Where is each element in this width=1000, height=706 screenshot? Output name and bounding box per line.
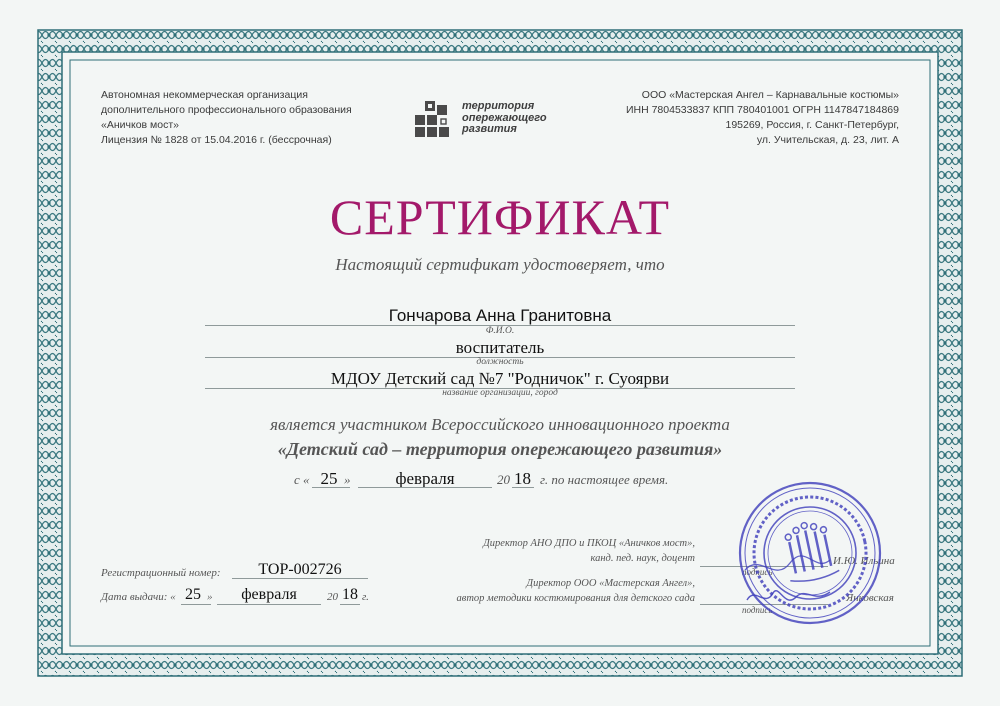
partner-line-2: ИНН 7804533837 КПП 780401001 ОГРН 1147847184869 [625,104,899,116]
director1-signature-caption: подпись [742,567,773,577]
issue-year-suffix: 18 [342,586,358,603]
director2-name: Янковская [846,592,894,604]
issue-year-prefix: 20 [327,591,338,603]
since-close-quote: » [344,472,351,487]
issue-year-underline [340,604,360,605]
registration-label: Регистрационный номер: [101,567,221,579]
participation-date [294,469,724,493]
issue-day-underline [181,604,211,605]
issue-day: 25 [185,586,201,603]
logo-text [462,101,547,136]
organization-seal-icon [735,478,885,628]
position-caption: должность [476,357,524,367]
recipient-position: воспитатель [455,338,545,357]
since-day-underline [312,487,350,488]
partner-org-info [569,88,899,148]
certificate-subtitle: Настоящий сертификат удостоверяет, что [335,255,665,274]
director1-name: И.Ю. Ильина [833,555,895,567]
issuer-line-3: «Аничков мост» [101,119,179,131]
since-year-suffix: 18 [514,469,531,488]
since-suffix: г. по настоящее время. [540,472,669,487]
logo-line-3: развития [462,123,517,135]
issuer-line-4: Лицензия № 1828 от 15.04.2016 г. (бессрочная) [101,134,332,146]
issuer-line-1: Автономная некоммерческая организация [101,89,308,101]
issue-month: февраля [241,586,297,603]
since-prefix: с « [294,472,310,487]
director2-line-1: Директор ООО «Мастерская Ангел», [526,578,695,589]
director1-line-2: канд. пед. наук, доцент [590,553,695,564]
registration-number: ТОР-002726 [258,561,342,578]
director1-line-1: Директор АНО ДПО и ПКОЦ «Аничков мост», [483,538,695,549]
issuer-org-info [101,88,401,148]
since-year-underline [512,487,534,488]
logo-line-1: территория [462,100,535,112]
director1-title [395,536,695,566]
issue-close-quote: » [207,591,213,603]
logo-line-2: опережающего [462,111,547,124]
project-name: «Детский сад – территория опережающего развития» [277,439,723,459]
director2-signature-caption: подпись [742,605,773,615]
partner-line-4: ул. Учительская, д. 23, лит. А [756,134,899,146]
director2-line-2: автор методики костюмирования для детского сада [456,593,695,604]
certificate-title: СЕРТИФИКАТ [329,189,671,245]
cubes-logo-icon [413,99,459,141]
organization-caption: название организации, город [442,388,558,398]
since-day: 25 [320,469,338,488]
recipient-organization: МДОУ Детский сад №7 "Родничок" г. Суоярви [330,369,670,388]
recipient-name: Гончарова Анна Гранитовна [388,306,612,325]
partner-line-3: 195269, Россия, г. Санкт-Петербург, [725,119,899,131]
since-month: февраля [395,469,455,488]
issuer-line-2: дополнительного профессионального образования [101,104,352,116]
issue-date [101,586,401,610]
since-year-prefix: 20 [497,472,510,487]
issue-suffix: г. [362,591,369,603]
registration-underline [232,578,368,579]
name-caption: Ф.И.О. [485,326,515,336]
director2-title [395,576,695,606]
since-month-underline [358,487,492,488]
issue-month-underline [217,604,321,605]
issue-date-label: Дата выдачи: « [101,591,176,603]
partner-line-1: ООО «Мастерская Ангел – Карнавальные костюмы» [641,89,899,101]
participant-statement: является участником Всероссийского инновационного проекта [270,415,730,434]
